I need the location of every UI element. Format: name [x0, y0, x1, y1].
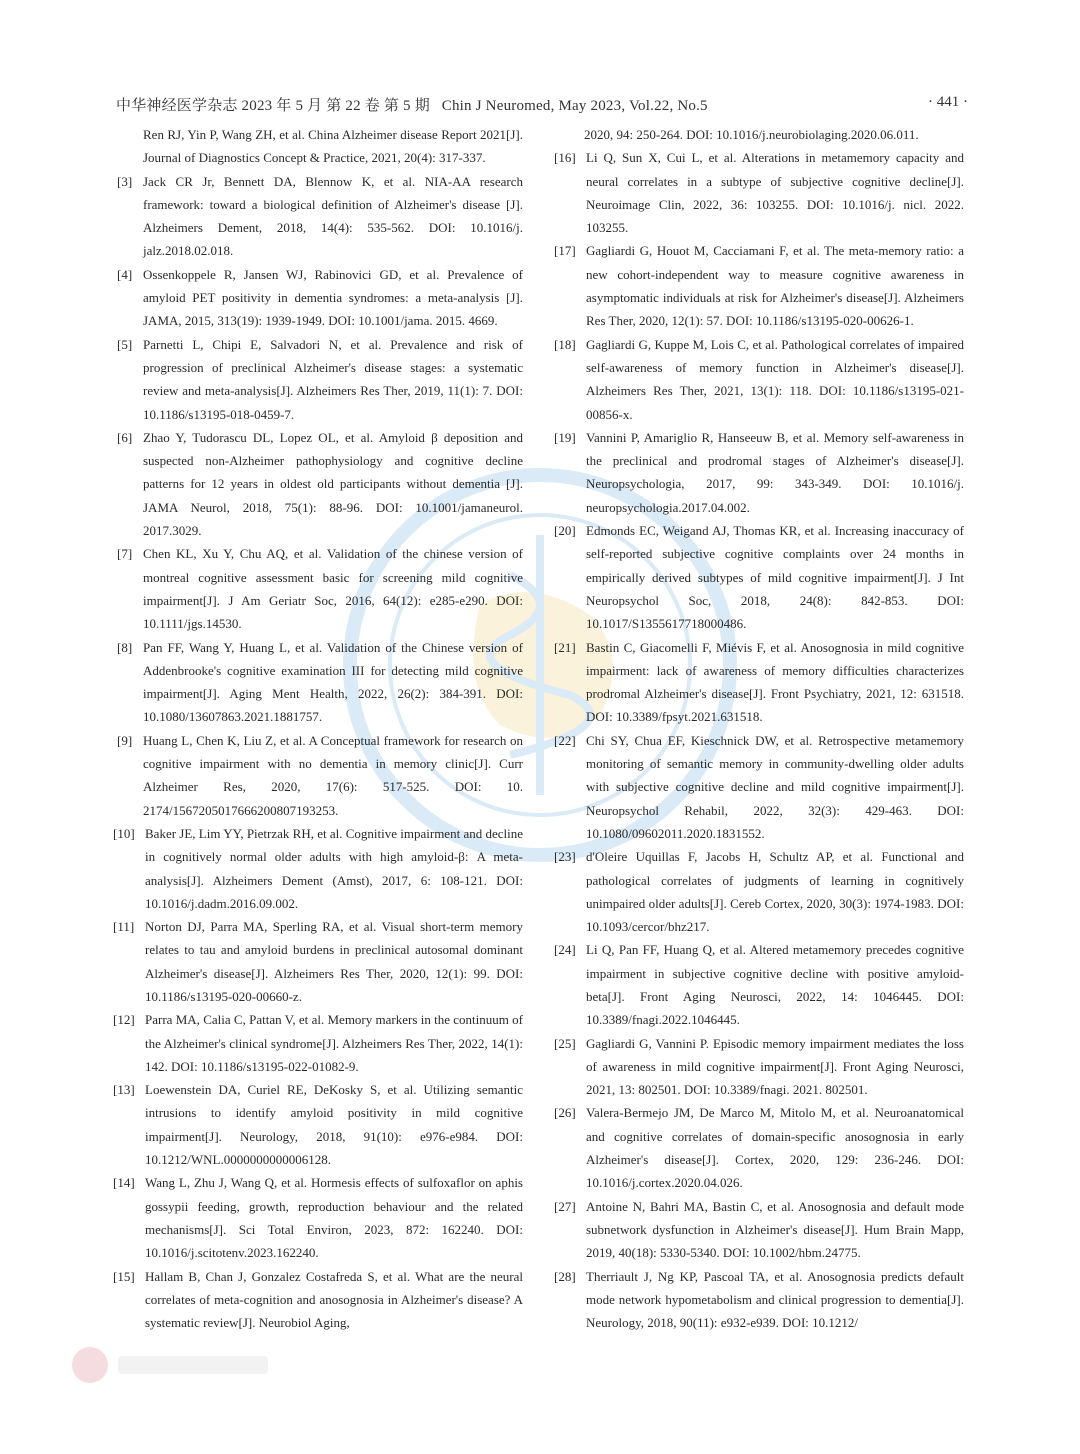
reference-number: [14]	[113, 1175, 135, 1191]
reference-text: Norton DJ, Parra MA, Sperling RA, et al. Visual short-term memory relates to tau and amyloid burdens in preclinical autosomal dominant Alzheimer's disease[J]. Alzheimers Res Ther, 2020, 12(1): 99. DOI: 10.1186/s13195-020-00660-z.	[145, 919, 523, 1004]
reference-number: [10]	[113, 825, 135, 841]
reference-text: Li Q, Pan FF, Huang Q, et al. Altered metamemory precedes cognitive impairment in subjective cognitive decline with positive amyloid-beta[J]. Front Aging Neurosci, 2022, 14: 1046445. DOI: 10.3389/fnagi.2022.1046445.	[586, 942, 964, 1028]
reference-text: Chen KL, Xu Y, Chu AQ, et al. Validation of the chinese version of montreal cognitive assessment basic for screening mild cognitive impairment[J]. J Am Geriatr Soc, 2016, 64(12): e285-e290. DOI: 10.1111/jgs.14530.	[143, 546, 523, 632]
reference-item	[554, 1195, 964, 1265]
reference-text: Bastin C, Giacomelli F, Miévis F, et al. Anosognosia in mild cognitive impairment: lack of awareness of memory difficulties characterizes prodromal Alzheimer's disease[J]. Front Psychiatry, 2021, 12: 631518. DOI: 10.3389/fpsyt.2021.631518.	[586, 639, 964, 725]
reference-number: [24]	[554, 942, 576, 958]
reference-item	[554, 239, 964, 332]
reference-text: Edmonds EC, Weigand AJ, Thomas KR, et al. Increasing inaccuracy of self-reported subjective cognitive complaints over 24 months in empirically derived subtypes of mild cognitive impairment[J]. J Int Neuropsychol Soc, 2018, 24(8): 842-853. DOI: 10.1017/S1355617718000486.	[586, 523, 964, 632]
publisher-logo-icon	[68, 1342, 288, 1388]
reference-item	[554, 146, 964, 239]
reference-item	[554, 845, 964, 938]
reference-number: [15]	[113, 1268, 135, 1284]
reference-item	[117, 123, 523, 170]
reference-number: [18]	[554, 336, 576, 352]
reference-number: [12]	[113, 1012, 135, 1028]
reference-item	[113, 915, 523, 1008]
journal-info	[116, 94, 708, 115]
reference-column-right	[554, 123, 964, 1334]
reference-text: Hallam B, Chan J, Gonzalez Costafreda S, et al. What are the neural correlates of meta-cognition and anosognosia in Alzheimer's disease? A systematic review[J]. Neurobiol Aging,	[145, 1268, 523, 1331]
reference-text: Gagliardi G, Houot M, Cacciamani F, et al. The meta-memory ratio: a new cohort-independent way to measure cognitive awareness in asymptomatic individuals at risk for Alzheimer's disease[J]. Alzheimers Res Ther, 2020, 12(1): 57. DOI: 10.1186/s13195-020-00626-1.	[586, 243, 964, 329]
page-number: · 441 ·	[928, 94, 968, 110]
reference-number: [13]	[113, 1082, 135, 1098]
reference-text: Zhao Y, Tudorascu DL, Lopez OL, et al. Amyloid β deposition and suspected non-Alzheimer pathophysiology and cognitive decline patterns for 12 years in oldest old participants without dementia [J]. JAMA Neurol, 2018, 75(1): 88-96. DOI: 10.1001/jamaneurol. 2017.3029.	[143, 429, 523, 539]
reference-number: [25]	[554, 1035, 576, 1051]
reference-item	[117, 636, 523, 729]
reference-text: Pan FF, Wang Y, Huang L, et al. Validation of the Chinese version of Addenbrooke's cognitive examination III for detecting mild cognitive impairment[J]. Aging Ment Health, 2022, 26(2): 384-391. DOI: 10.1080/13607863.2021.1881757.	[143, 639, 523, 725]
reference-number: [11]	[113, 919, 135, 935]
reference-text: Parnetti L, Chipi E, Salvadori N, et al. Prevalence and risk of progression of preclinical Alzheimer's disease stages: a systematic review and meta-analysis[J]. Alzheimers Res Ther, 2019, 11(1): 7. DOI: 10.1186/s13195-018-0459-7.	[143, 336, 523, 422]
reference-item	[554, 636, 964, 729]
reference-item	[554, 1032, 964, 1102]
reference-item	[113, 1265, 523, 1335]
reference-text: d'Oleire Uquillas F, Jacobs H, Schultz AP, et al. Functional and pathological correlates of judgments of learning in cognitively unimpaired older adults[J]. Cereb Cortex, 2020, 30(3): 1974-1983. DOI: 10.1093/cercor/bhz217.	[586, 849, 964, 935]
reference-number: [4]	[117, 266, 133, 282]
reference-number: [6]	[117, 429, 133, 445]
reference-number: [23]	[554, 849, 576, 865]
reference-item	[113, 1008, 523, 1078]
reference-item	[117, 170, 523, 263]
reference-text: Parra MA, Calia C, Pattan V, et al. Memory markers in the continuum of the Alzheimer's clinical syndrome[J]. Alzheimers Res Ther, 2022, 14(1): 142. DOI: 10.1186/s13195-022-01082-9.	[145, 1012, 523, 1074]
reference-column-left	[113, 123, 523, 1334]
journal-title-cn: 中华神经医学杂志 2023 年 5 月 第 22 卷 第 5 期	[116, 98, 430, 114]
reference-text: Valera-Bermejo JM, De Marco M, Mitolo M, et al. Neuroanatomical and cognitive correlates of domain-specific anosognosia in early Alzheimer's disease[J]. Cortex, 2020, 129: 236-246. DOI: 10.1016/j.cortex.2020.04.026.	[586, 1105, 964, 1191]
reference-item	[113, 1171, 523, 1264]
reference-item	[554, 519, 964, 635]
reference-item	[554, 938, 964, 1031]
reference-text: Vannini P, Amariglio R, Hanseeuw B, et al. Memory self-awareness in the preclinical and prodromal stages of Alzheimer's disease[J]. Neuropsychologia, 2017, 99: 343-349. DOI: 10.1016/j. neuropsychologia.2017.04.002.	[586, 429, 964, 515]
reference-number: [9]	[117, 732, 133, 748]
reference-number: [17]	[554, 243, 576, 259]
reference-number: [27]	[554, 1198, 576, 1214]
reference-text: Chi SY, Chua EF, Kieschnick DW, et al. Retrospective metamemory monitoring of semantic memory in community-dwelling older adults with subjective cognitive decline and mild cognitive impairment[J]. Neuropsychol Rehabil, 2022, 32(3): 429-463. DOI: 10.1080/09602011.2020.1831552.	[586, 732, 964, 841]
reference-text: Gagliardi G, Kuppe M, Lois C, et al. Pathological correlates of impaired self-awareness of memory function in Alzheimer's disease[J]. Alzheimers Res Ther, 2021, 13(1): 118. DOI: 10.1186/s13195-021-00856-x.	[586, 336, 964, 422]
reference-number: [26]	[554, 1105, 576, 1121]
reference-item	[117, 263, 523, 333]
reference-text: 2020, 94: 250-264. DOI: 10.1016/j.neurobiolaging.2020.06.011.	[584, 127, 919, 142]
reference-text: Baker JE, Lim YY, Pietrzak RH, et al. Cognitive impairment and decline in cognitively normal older adults with high amyloid-β: A meta-analysis[J]. Alzheimers Dement (Amst), 2017, 6: 108-121. DOI: 10.1016/j.dadm.2016.09.002.	[145, 825, 523, 911]
reference-number: [3]	[117, 173, 133, 189]
reference-text: Li Q, Sun X, Cui L, et al. Alterations in metamemory capacity and neural correlates in a subtype of subjective cognitive decline[J]. Neuroimage Clin, 2022, 36: 103255. DOI: 10.1016/j. nicl. 2022. 103255.	[586, 150, 964, 236]
reference-text: Loewenstein DA, Curiel RE, DeKosky S, et al. Utilizing semantic intrusions to identify amyloid positivity in mild cognitive impairment[J]. Neurology, 2018, 91(10): e976-e984. DOI: 10.1212/WNL.0000000000006128.	[145, 1082, 523, 1168]
reference-text: Gagliardi G, Vannini P. Episodic memory impairment mediates the loss of awareness in mild cognitive impairment[J]. Front Aging Neurosci, 2021, 13: 802501. DOI: 10.3389/fnagi. 2021. 802501.	[586, 1035, 964, 1098]
journal-title-en: Chin J Neuromed, May 2023, Vol.22, No.5	[441, 98, 708, 114]
reference-item	[554, 426, 964, 519]
reference-number: [8]	[117, 639, 133, 655]
reference-text: Ossenkoppele R, Jansen WJ, Rabinovici GD, et al. Prevalence of amyloid PET positivity in dementia syndromes: a meta-analysis [J]. JAMA, 2015, 313(19): 1939-1949. DOI: 10.1001/jama. 2015. 4669.	[143, 266, 523, 329]
reference-text: Huang L, Chen K, Liu Z, et al. A Conceptual framework for research on cognitive impairment with no dementia in memory clinic[J]. Curr Alzheimer Res, 2020, 17(6): 517-525. DOI: 10. 2174/1567205017666200807193253.	[143, 732, 523, 818]
reference-text: Wang L, Zhu J, Wang Q, et al. Hormesis effects of sulfoxaflor on aphis gossypii feeding, growth, reproduction behaviour and the related mechanisms[J]. Sci Total Environ, 2023, 872: 162240. DOI: 10.1016/j.scitotenv.2023.162240.	[145, 1175, 523, 1261]
reference-text: Jack CR Jr, Bennett DA, Blennow K, et al. NIA-AA research framework: toward a biological definition of Alzheimer's disease [J]. Alzheimers Dement, 2018, 14(4): 535-562. DOI: 10.1016/j. jalz.2018.02.018.	[143, 173, 523, 259]
reference-item	[554, 1101, 964, 1194]
reference-number: [28]	[554, 1268, 576, 1284]
reference-item	[117, 426, 523, 542]
reference-number: [7]	[117, 546, 133, 562]
reference-item	[113, 1078, 523, 1171]
reference-number: [20]	[554, 523, 576, 539]
reference-number: [16]	[554, 150, 576, 166]
reference-number: [5]	[117, 336, 133, 352]
reference-item	[554, 333, 964, 426]
reference-number: [19]	[554, 429, 576, 445]
reference-item	[113, 822, 523, 915]
reference-item	[554, 729, 964, 845]
reference-item	[558, 123, 964, 146]
reference-number: [21]	[554, 639, 576, 655]
running-header	[116, 94, 968, 118]
reference-number: [22]	[554, 732, 576, 748]
reference-text: Antoine N, Bahri MA, Bastin C, et al. Anosognosia and default mode subnetwork dysfunction in Alzheimer's disease[J]. Hum Brain Mapp, 2019, 40(18): 5330-5340. DOI: 10.1002/hbm.24775.	[586, 1198, 964, 1261]
reference-text: Therriault J, Ng KP, Pascoal TA, et al. Anosognosia predicts default mode network hypometabolism and clinical progression to dementia[J]. Neurology, 2018, 90(11): e932-e939. DOI: 10.1212/	[586, 1268, 964, 1331]
reference-item	[117, 333, 523, 426]
reference-text: Ren RJ, Yin P, Wang ZH, et al. China Alzheimer disease Report 2021[J]. Journal of Diagnostics Concept & Practice, 2021, 20(4): 317-337.	[143, 127, 523, 166]
reference-item	[554, 1265, 964, 1335]
reference-item	[117, 729, 523, 822]
reference-item	[117, 542, 523, 635]
